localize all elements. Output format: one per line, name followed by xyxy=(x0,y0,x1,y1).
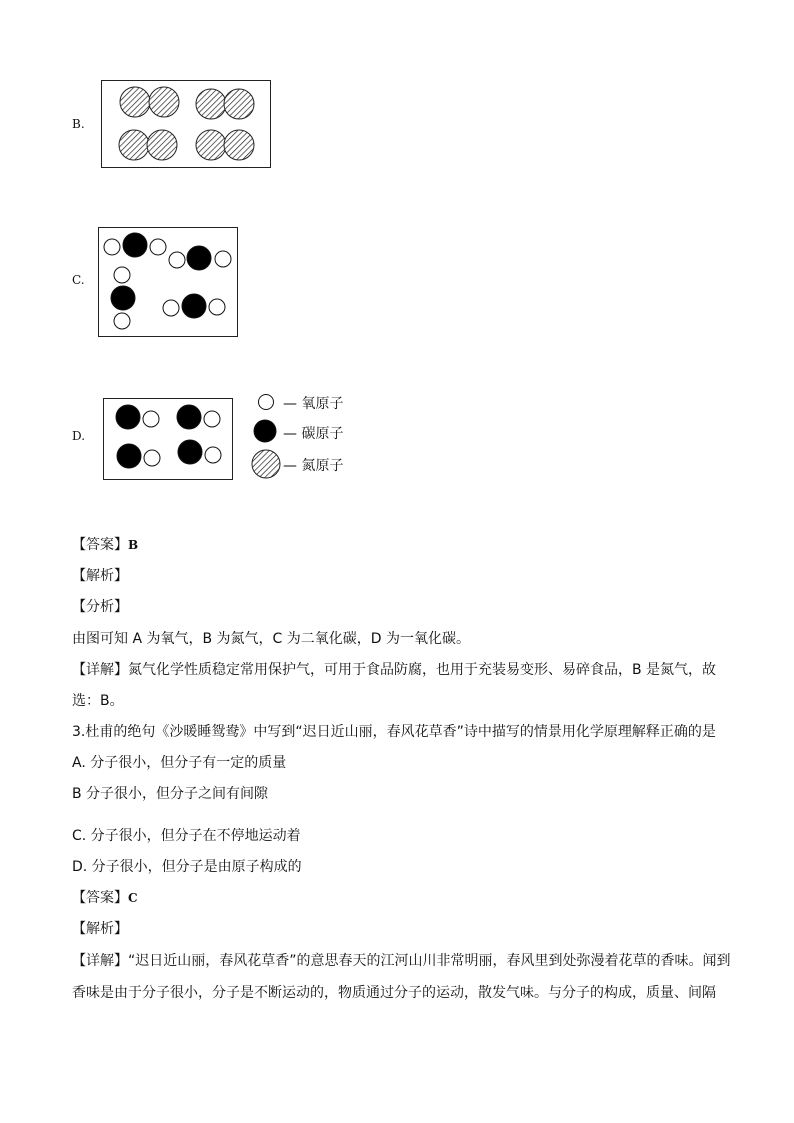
legend-oxygen-label: — 氧原子 xyxy=(283,396,344,412)
carbon-dioxide-molecule xyxy=(104,233,166,257)
q3-detail-line-2: 香味是由于分子很小，分子是不断运动的，物质通过分子的运动，散发气味。与分子的构成，质量、间隔 xyxy=(72,985,716,1001)
carbon-dioxide-molecule xyxy=(111,267,135,329)
option-b-label: B. xyxy=(72,117,85,131)
carbon-monoxide-molecule xyxy=(177,405,220,429)
answer-value: C xyxy=(128,891,138,905)
q2-analysis-tag: 【解析】 xyxy=(72,568,128,584)
q3-answer-line xyxy=(72,888,138,908)
carbon-monoxide-molecule xyxy=(178,440,221,464)
q2-fenxi-text: 由图可知 A 为氧气，B 为氮气，C 为二氧化碳，D 为一氧化碳。 xyxy=(72,631,470,647)
detail-text: “迟日近山丽，春风花草香”的意思春天的江河山川非常明丽，春风里到处弥漫着花草的香味。闻到 xyxy=(128,953,731,969)
oxygen-atom-icon xyxy=(259,395,274,410)
option-b-molecules xyxy=(101,80,271,168)
q2-answer-line xyxy=(72,535,138,555)
q3-option-a: A. 分子很小，但分子有一定的质量 xyxy=(72,755,287,771)
option-d-label: D. xyxy=(72,429,86,443)
q3-option-c: C. 分子很小，但分子在不停地运动着 xyxy=(72,828,301,844)
option-c-molecules xyxy=(98,227,238,337)
option-d-molecules xyxy=(103,398,233,480)
nitrogen-molecule xyxy=(196,130,254,160)
nitrogen-molecule xyxy=(120,87,179,117)
carbon-dioxide-molecule xyxy=(163,294,225,318)
detail-tag: 【详解】 xyxy=(72,953,128,969)
answer-value: B xyxy=(128,538,139,552)
q3-detail-line-1 xyxy=(72,951,731,971)
q3-stem: 3.杜甫的绝句《沙暖睡鸳鸯》中写到“迟日近山丽，春风花草香”诗中描写的情景用化学原理解释正确的是 xyxy=(72,724,716,740)
nitrogen-molecule xyxy=(119,130,177,160)
q2-detail-line-2: 选：B。 xyxy=(72,693,124,709)
carbon-monoxide-molecule xyxy=(117,444,160,468)
q2-fenxi-tag: 【分析】 xyxy=(72,599,128,615)
nitrogen-molecule xyxy=(196,89,254,119)
legend-carbon-label: — 碳原子 xyxy=(283,426,344,442)
nitrogen-atom-icon xyxy=(252,450,280,478)
q2-detail-line-1 xyxy=(72,660,716,680)
q3-option-d: D. 分子很小，但分子是由原子构成的 xyxy=(72,859,302,875)
carbon-atom-icon xyxy=(254,420,276,442)
q3-option-b: B 分子很小，但分子之间有间隙 xyxy=(72,786,269,802)
answer-tag: 【答案】 xyxy=(72,890,128,906)
q3-analysis-tag: 【解析】 xyxy=(72,921,128,937)
detail-tag: 【详解】 xyxy=(72,662,128,678)
carbon-monoxide-molecule xyxy=(116,405,159,429)
answer-tag: 【答案】 xyxy=(72,537,128,553)
legend-nitrogen-label: — 氮原子 xyxy=(283,458,344,474)
carbon-dioxide-molecule xyxy=(169,246,231,270)
detail-text: 氮气化学性质稳定常用保护气，可用于食品防腐，也用于充装易变形、易碎食品，B 是氮气，故 xyxy=(128,662,717,678)
option-c-label: C. xyxy=(72,273,85,287)
